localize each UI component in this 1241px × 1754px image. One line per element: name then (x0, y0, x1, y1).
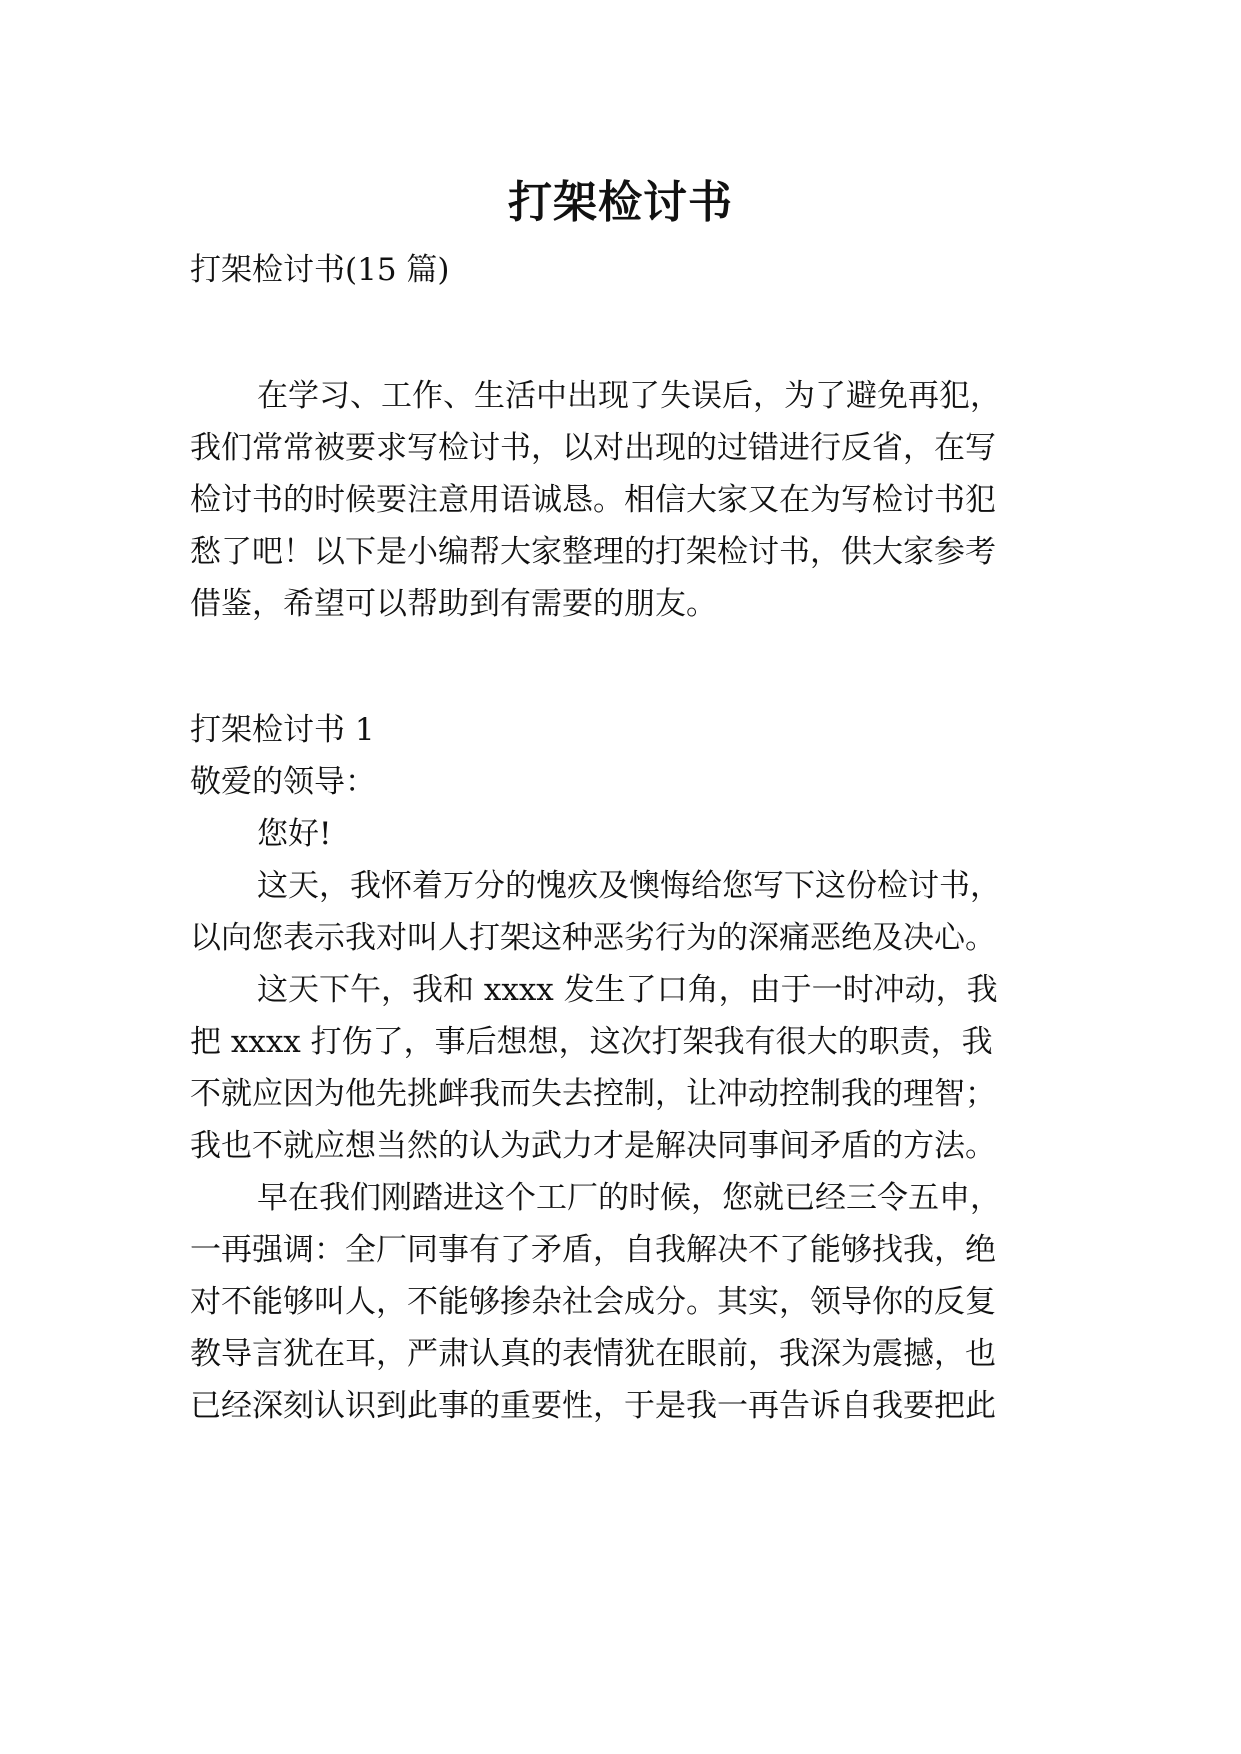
paragraph3-line: 一再强调：全厂同事有了矛盾，自我解决不了能够找我，绝 (190, 1232, 996, 1268)
document-title: 打架检讨书 (508, 177, 733, 229)
salutation: 敬爱的领导： (190, 764, 376, 800)
intro-line: 愁了吧！以下是小编帮大家整理的打架检讨书，供大家参考 (190, 534, 996, 570)
document-subtitle: 打架检讨书(15 篇) (190, 252, 450, 288)
paragraph2-line: 这天下午，我和 xxxx 发生了口角，由于一时冲动，我 (257, 972, 998, 1008)
paragraph2-line: 我也不就应想当然的认为武力才是解决同事间矛盾的方法。 (190, 1128, 996, 1164)
paragraph1-line: 以向您表示我对叫人打架这种恶劣行为的深痛恶绝及决心。 (190, 920, 996, 956)
paragraph3-line: 教导言犹在耳，严肃认真的表情犹在眼前，我深为震撼，也 (190, 1336, 996, 1372)
paragraph3-line: 早在我们刚踏进这个工厂的时候，您就已经三令五申， (257, 1180, 1001, 1216)
paragraph3-line: 已经深刻认识到此事的重要性，于是我一再告诉自我要把此 (190, 1388, 996, 1424)
intro-line: 在学习、工作、生活中出现了失误后，为了避免再犯， (257, 378, 1001, 414)
section-heading: 打架检讨书 1 (190, 712, 375, 748)
paragraph3-line: 对不能够叫人，不能够掺杂社会成分。其实，领导你的反复 (190, 1284, 996, 1320)
intro-line: 我们常常被要求写检讨书，以对出现的过错进行反省，在写 (190, 430, 996, 466)
intro-line: 借鉴，希望可以帮助到有需要的朋友。 (190, 586, 717, 622)
paragraph2-line: 不就应因为他先挑衅我而失去控制，让冲动控制我的理智； (190, 1076, 996, 1112)
greeting: 您好! (257, 816, 332, 852)
intro-line: 检讨书的时候要注意用语诚恳。相信大家又在为写检讨书犯 (190, 482, 996, 518)
paragraph2-line: 把 xxxx 打伤了，事后想想，这次打架我有很大的职责，我 (190, 1024, 993, 1060)
paragraph1-line: 这天，我怀着万分的愧疚及懊悔给您写下这份检讨书， (257, 868, 1001, 904)
